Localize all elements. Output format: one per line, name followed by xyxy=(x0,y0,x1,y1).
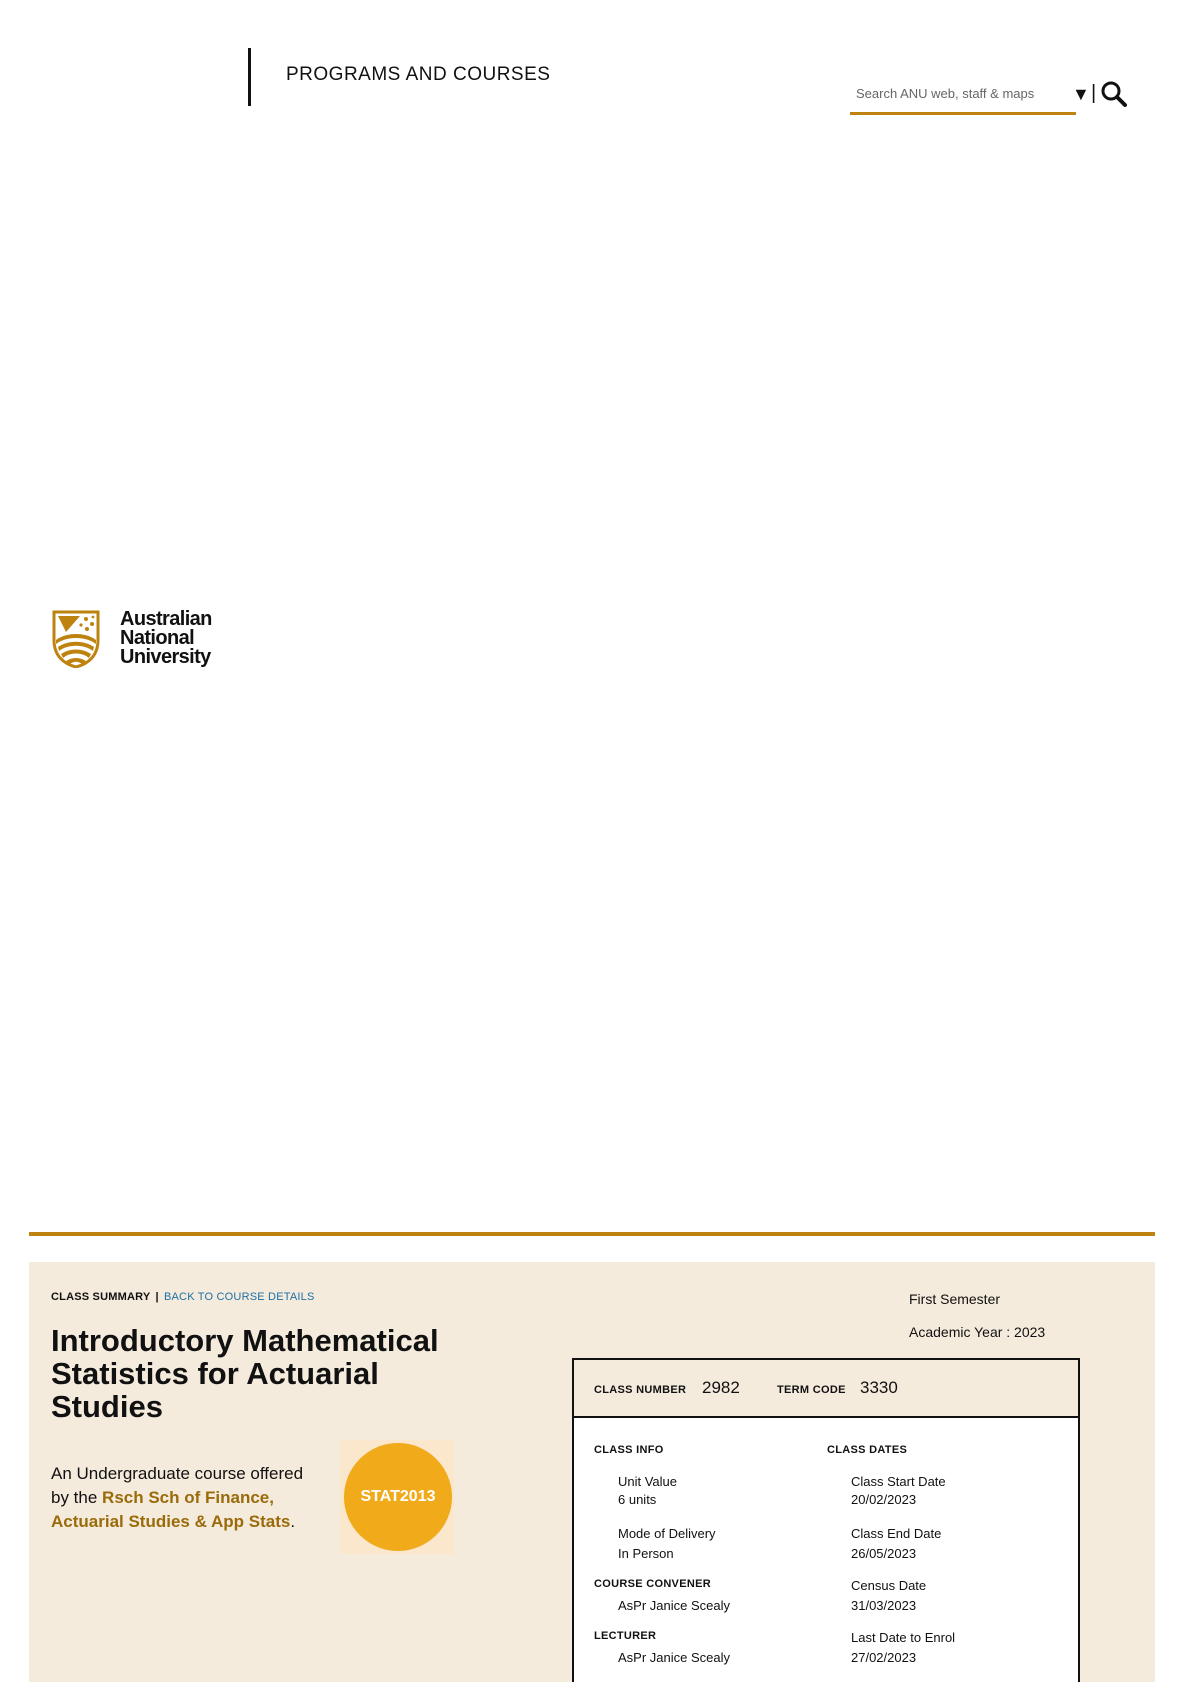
header-divider xyxy=(248,48,251,106)
semester: First Semester xyxy=(909,1291,1001,1307)
class-end-date: 26/05/2023 xyxy=(851,1546,917,1561)
course-code-badge: STAT2013 xyxy=(344,1443,452,1551)
academic-year: Academic Year : 2023 xyxy=(909,1324,1046,1340)
lecturer-heading: LECTURER xyxy=(594,1630,657,1642)
class-dates-heading: CLASS DATES xyxy=(827,1444,908,1456)
course-intro xyxy=(51,1462,311,1534)
back-to-course-details-link[interactable]: BACK TO COURSE DETAILS xyxy=(163,1291,315,1303)
search-icon xyxy=(1100,80,1128,108)
search-button[interactable] xyxy=(1100,80,1128,108)
breadcrumb-current: CLASS SUMMARY xyxy=(51,1291,151,1303)
class-end-date-label: Class End Date xyxy=(851,1526,942,1541)
class-start-date-label: Class Start Date xyxy=(851,1474,946,1489)
search-separator: | xyxy=(1091,82,1097,104)
school-link[interactable]: Rsch Sch of Finance, Actuarial Studies & App Stats xyxy=(51,1488,291,1531)
mode-of-delivery-label: Mode of Delivery xyxy=(618,1526,716,1541)
class-details-box xyxy=(572,1358,1080,1682)
class-number-label: CLASS NUMBER xyxy=(594,1384,687,1396)
class-start-date: 20/02/2023 xyxy=(851,1492,917,1507)
term-code-value: 3330 xyxy=(860,1378,898,1397)
logo-line: Australian xyxy=(120,608,212,630)
census-date-label: Census Date xyxy=(851,1578,927,1593)
intro-prefix: An Undergraduate course offered by the xyxy=(51,1464,304,1507)
site-title[interactable]: PROGRAMS AND COURSES xyxy=(286,64,551,85)
gold-divider xyxy=(29,1232,1155,1236)
course-title: Introductory Mathematical Statistics for Actuarial Studies xyxy=(51,1323,439,1424)
unit-value-label: Unit Value xyxy=(618,1474,678,1489)
last-date-to-enrol: 27/02/2023 xyxy=(851,1650,917,1665)
class-info-heading: CLASS INFO xyxy=(594,1444,664,1456)
last-date-to-enrol-label: Last Date to Enrol xyxy=(851,1630,956,1645)
mode-of-delivery-value: In Person xyxy=(618,1546,674,1561)
term-code-label: TERM CODE xyxy=(777,1384,846,1396)
class-box-header xyxy=(574,1360,1078,1418)
class-summary-panel xyxy=(29,1262,1155,1682)
anu-crest-icon xyxy=(52,610,100,668)
census-date: 31/03/2023 xyxy=(851,1598,917,1613)
anu-logo[interactable] xyxy=(52,610,232,670)
course-convener-name: AsPr Janice Scealy xyxy=(618,1598,730,1613)
logo-line: University xyxy=(120,646,211,668)
breadcrumb-separator: | xyxy=(155,1291,159,1303)
breadcrumb xyxy=(51,1291,314,1303)
course-code-tile xyxy=(340,1440,454,1554)
search-input[interactable] xyxy=(856,86,1066,101)
search-bar xyxy=(850,80,1076,115)
logo-line: National xyxy=(120,627,195,649)
unit-value: 6 units xyxy=(618,1492,657,1507)
course-convener-heading: COURSE CONVENER xyxy=(594,1578,711,1590)
logo-wordmark xyxy=(120,610,212,667)
intro-suffix: . xyxy=(290,1512,296,1531)
class-number-value: 2982 xyxy=(702,1378,740,1397)
search-scope-dropdown-icon[interactable]: ▼ xyxy=(1072,84,1090,104)
lecturer-name: AsPr Janice Scealy xyxy=(618,1650,730,1665)
